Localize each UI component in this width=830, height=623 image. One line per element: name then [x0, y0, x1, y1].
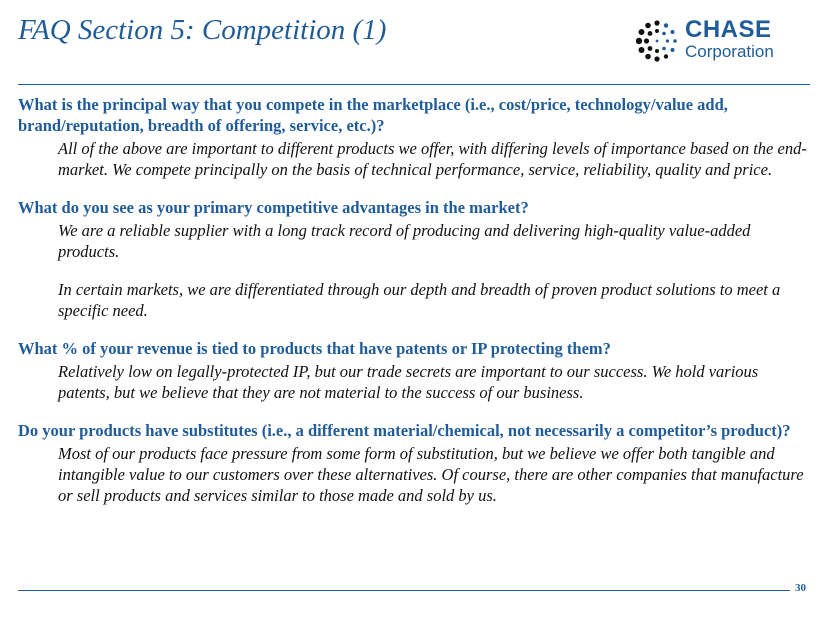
faq-item: [18, 197, 818, 321]
faq-question: What is the principal way that you compete in the marketplace (i.e., cost/price, technology/value add, brand/reputation, breadth of offering, service, etc.)?: [18, 95, 728, 135]
faq-item: [18, 338, 818, 403]
faq-answer: All of the above are important to different products we offer, with differing levels of importance based on the end-market. We compete principally on the basis of technical performance, service, reliability, quality and price.: [58, 139, 807, 179]
header-divider: [18, 84, 810, 85]
faq-answer: In certain markets, we are differentiated through our depth and breadth of proven product solutions to meet a specific need.: [58, 280, 781, 320]
slide-title: FAQ Section 5: Competition (1): [18, 14, 387, 46]
faq-answer: We are a reliable supplier with a long track record of producing and delivering high-quality value-added products.: [58, 221, 751, 261]
logo-wordmark-corporation: Corporation: [685, 42, 774, 61]
faq-answer: Most of our products face pressure from some form of substitution, but we believe we offer both tangible and intangible value to our customers over these alternatives. Of course, there are other companies that manufacture or sell products and services similar to those made and sold by us.: [58, 444, 804, 505]
faq-question: What do you see as your primary competitive advantages in the market?: [18, 198, 529, 217]
faq-content: [18, 94, 818, 506]
faq-answer: Relatively low on legally-protected IP, but our trade secrets are important to our success. We hold various patents, but we believe that they are not material to the success of our business.: [58, 362, 759, 402]
faq-item: [18, 420, 818, 506]
faq-question: Do your products have substitutes (i.e., a different material/chemical, not necessarily a competitor’s product)?: [18, 421, 791, 440]
chase-sphere-logo-icon: [636, 20, 678, 62]
page-number: 30: [795, 582, 806, 594]
chase-corporation-logo: [636, 18, 816, 64]
faq-item: [18, 94, 818, 180]
footer-divider: [18, 590, 790, 591]
faq-question: What % of your revenue is tied to products that have patents or IP protecting them?: [18, 339, 611, 358]
logo-wordmark-chase: CHASE: [685, 16, 772, 43]
